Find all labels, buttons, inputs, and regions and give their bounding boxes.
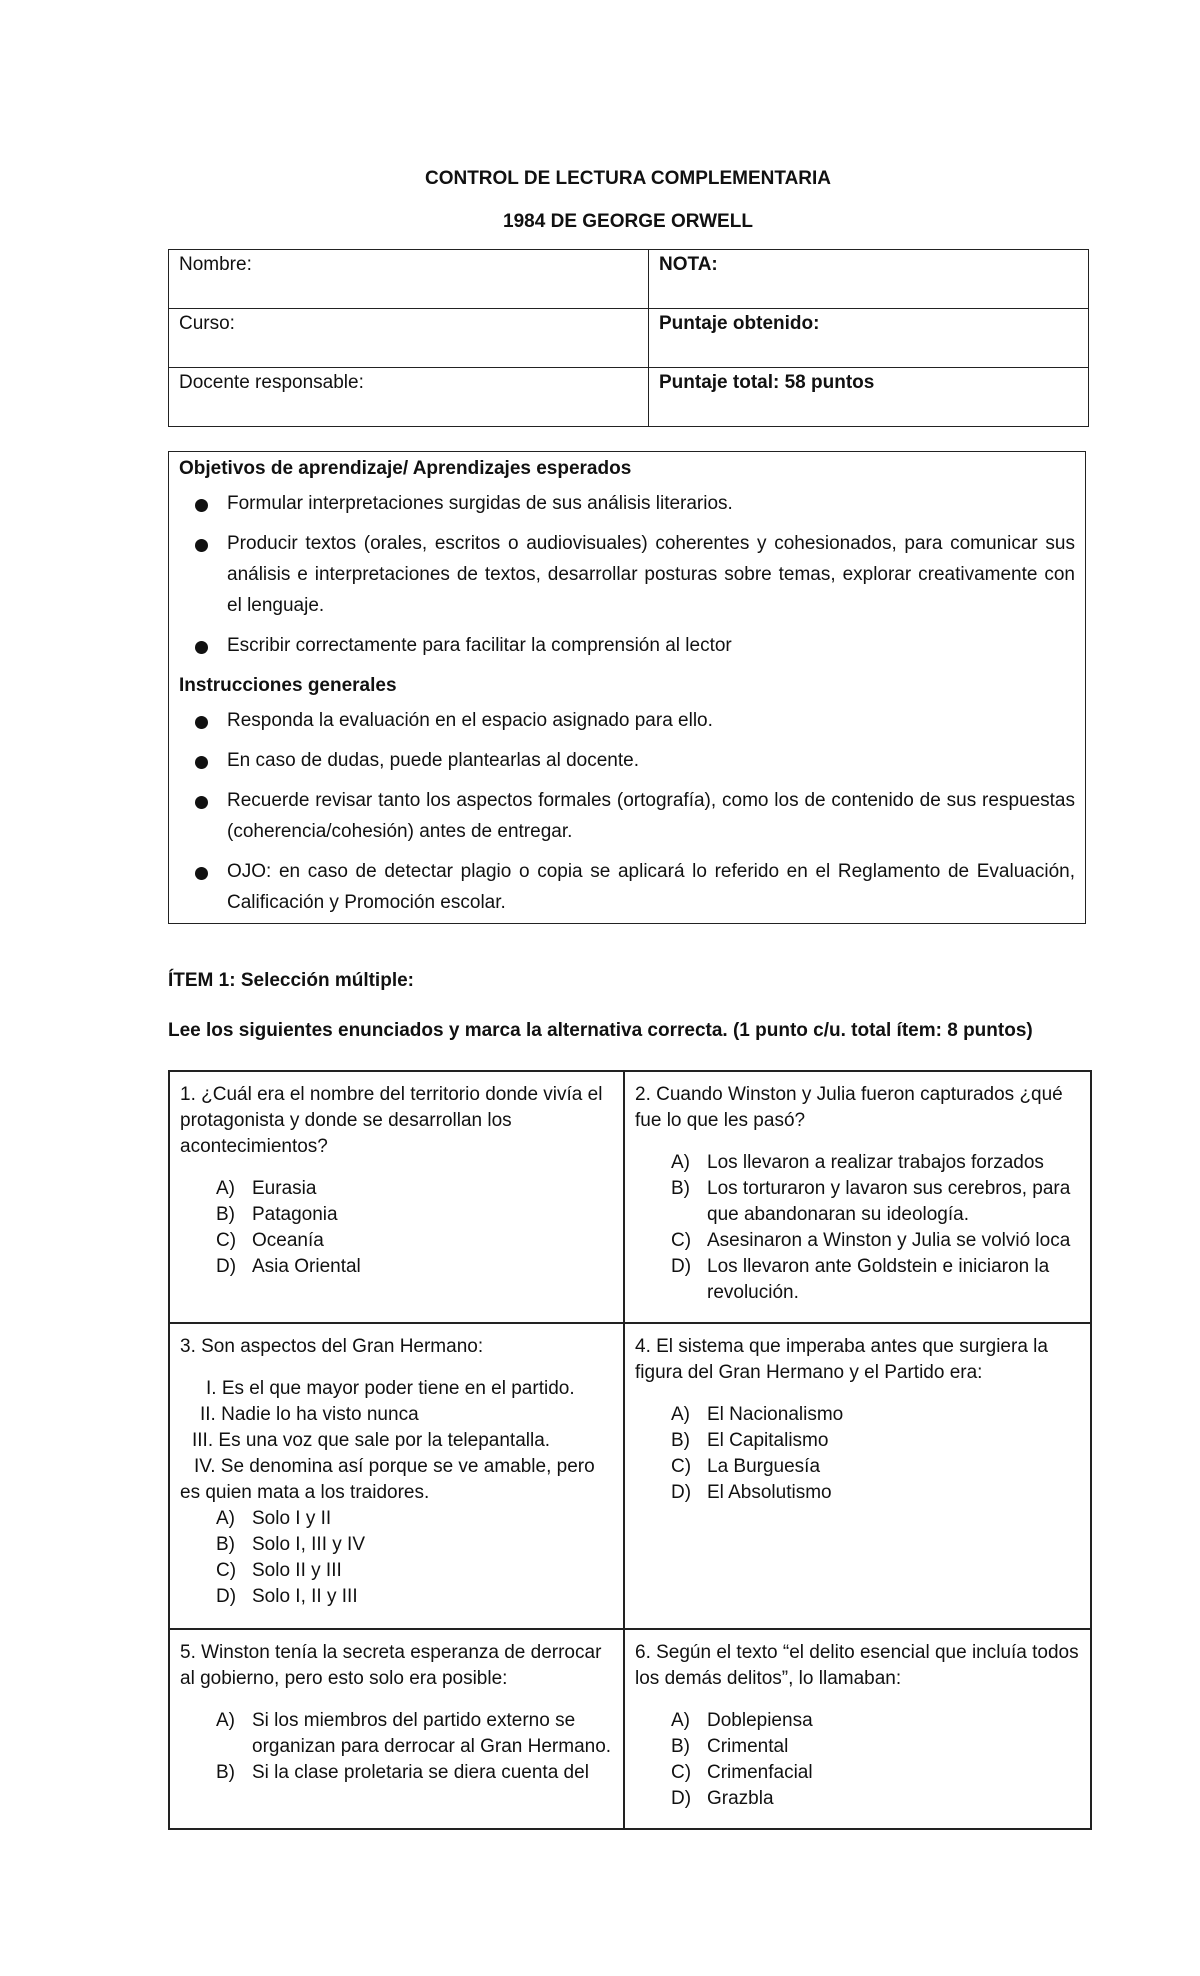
table-row bbox=[169, 1323, 1091, 1629]
statement-item: II. Nadie lo ha visto nunca bbox=[200, 1404, 419, 1425]
list-item: Recuerde revisar tanto los aspectos formales (ortografía), como los de contenido de sus respuestas (coherencia/cohesión) antes de entregar. bbox=[179, 785, 1075, 847]
item1-instruction: Lee los siguientes enunciados y marca la alternativa correcta. (1 punto c/u. total ítem: 8 puntos) bbox=[168, 1020, 1033, 1041]
option-d[interactable]: D) El Absolutismo bbox=[671, 1482, 832, 1503]
question-text: 6. Según el texto “el delito esencial que incluía todos los demás delitos”, lo llamaban: bbox=[635, 1642, 1079, 1689]
option-c[interactable]: C) Asesinaron a Winston y Julia se volvió loca bbox=[671, 1230, 1071, 1251]
option-a[interactable]: A) Si los miembros del partido externo se organizan para derrocar al Gran Hermano. bbox=[216, 1710, 612, 1757]
question-text: 4. El sistema que imperaba antes que surgiera la figura del Gran Hermano y el Partido era: bbox=[635, 1336, 1048, 1383]
option-b[interactable]: B) Si la clase proletaria se diera cuenta del bbox=[216, 1762, 589, 1783]
option-b[interactable]: B) Crimental bbox=[671, 1736, 789, 1757]
question-4 bbox=[624, 1323, 1091, 1629]
bullet-icon bbox=[195, 796, 208, 809]
table-row bbox=[169, 1629, 1091, 1829]
bullet-icon bbox=[195, 867, 208, 880]
option-a[interactable]: A) Solo I y II bbox=[216, 1508, 332, 1529]
document-title: CONTROL DE LECTURA COMPLEMENTARIA bbox=[424, 168, 832, 189]
options-list bbox=[635, 1402, 1080, 1506]
statement-item: I. Es el que mayor poder tiene en el partido. bbox=[206, 1378, 575, 1399]
table-row bbox=[169, 1071, 1091, 1323]
list-item: OJO: en caso de detectar plagio o copia se aplicará lo referido en el Reglamento de Evaluación, Calificación y Promoción escolar. bbox=[179, 856, 1075, 918]
option-b[interactable]: B) Solo I, III y IV bbox=[216, 1534, 365, 1555]
question-text: 3. Son aspectos del Gran Hermano: bbox=[180, 1336, 484, 1357]
option-b[interactable]: B) El Capitalismo bbox=[671, 1430, 829, 1451]
list-item: En caso de dudas, puede plantearlas al docente. bbox=[179, 745, 1075, 776]
option-c[interactable]: C) Crimenfacial bbox=[671, 1762, 813, 1783]
student-info-table bbox=[168, 249, 1089, 427]
option-a[interactable]: A) Doblepiensa bbox=[671, 1710, 813, 1731]
questions-table bbox=[168, 1070, 1092, 1830]
option-a[interactable]: A) Los llevaron a realizar trabajos forzados bbox=[671, 1152, 1044, 1173]
options-list bbox=[635, 1708, 1080, 1812]
table-row bbox=[169, 250, 1089, 309]
option-d[interactable]: D) Asia Oriental bbox=[216, 1256, 361, 1277]
options-list bbox=[180, 1708, 613, 1786]
question-text: 1. ¿Cuál era el nombre del territorio donde vivía el protagonista y donde se desarrollan los acontecimientos? bbox=[180, 1084, 603, 1157]
question-3 bbox=[169, 1323, 624, 1629]
option-c[interactable]: C) Oceanía bbox=[216, 1230, 324, 1251]
objectives-list bbox=[179, 488, 1075, 661]
option-c[interactable]: C) Solo II y III bbox=[216, 1560, 342, 1581]
options-list bbox=[635, 1150, 1080, 1306]
question-2 bbox=[624, 1071, 1091, 1323]
question-text: 5. Winston tenía la secreta esperanza de derrocar al gobierno, pero esto solo era posible: bbox=[180, 1642, 602, 1689]
option-a[interactable]: A) Eurasia bbox=[216, 1178, 317, 1199]
option-a[interactable]: A) El Nacionalismo bbox=[671, 1404, 844, 1425]
document-subtitle: 1984 DE GEORGE ORWELL bbox=[503, 211, 753, 232]
bullet-icon bbox=[195, 716, 208, 729]
instructions-heading: Instrucciones generales bbox=[179, 675, 397, 696]
statements-list bbox=[180, 1376, 613, 1506]
grade-field[interactable]: NOTA: bbox=[649, 250, 1089, 309]
question-6 bbox=[624, 1629, 1091, 1829]
instructions-list bbox=[179, 705, 1075, 918]
objectives-instructions-box bbox=[168, 451, 1086, 924]
list-item: Formular interpretaciones surgidas de sus análisis literarios. bbox=[179, 488, 1075, 519]
list-item: Responda la evaluación en el espacio asignado para ello. bbox=[179, 705, 1075, 736]
option-d[interactable]: D) Grazbla bbox=[671, 1788, 774, 1809]
total-score-field: Puntaje total: 58 puntos bbox=[649, 368, 1089, 427]
table-row bbox=[169, 309, 1089, 368]
options-list bbox=[180, 1506, 613, 1610]
options-list bbox=[180, 1176, 613, 1280]
statement-item: III. Es una voz que sale por la telepantalla. bbox=[192, 1430, 551, 1451]
bullet-icon bbox=[195, 641, 208, 654]
bullet-icon bbox=[195, 499, 208, 512]
option-d[interactable]: D) Solo I, II y III bbox=[216, 1586, 358, 1607]
score-obtained-field[interactable]: Puntaje obtenido: bbox=[649, 309, 1089, 368]
question-5 bbox=[169, 1629, 624, 1829]
teacher-field[interactable]: Docente responsable: bbox=[169, 368, 649, 427]
name-field[interactable]: Nombre: bbox=[169, 250, 649, 309]
question-text: 2. Cuando Winston y Julia fueron capturados ¿qué fue lo que les pasó? bbox=[635, 1084, 1063, 1131]
table-row bbox=[169, 368, 1089, 427]
objectives-heading: Objetivos de aprendizaje/ Aprendizajes esperados bbox=[179, 458, 632, 479]
option-b[interactable]: B) Patagonia bbox=[216, 1204, 338, 1225]
item1-title: ÍTEM 1: Selección múltiple: bbox=[168, 970, 414, 991]
bullet-icon bbox=[195, 539, 208, 552]
bullet-icon bbox=[195, 756, 208, 769]
list-item: Producir textos (orales, escritos o audiovisuales) coherentes y cohesionados, para comunicar sus análisis e interpretaciones de textos, desarrollar posturas sobre temas, explorar creativamente con el lenguaje. bbox=[179, 528, 1075, 621]
course-field[interactable]: Curso: bbox=[169, 309, 649, 368]
question-1 bbox=[169, 1071, 624, 1323]
option-d[interactable]: D) Los llevaron ante Goldstein e iniciaron la revolución. bbox=[671, 1256, 1050, 1303]
statement-item: IV. Se denomina así porque se ve amable, pero es quien mata a los traidores. bbox=[180, 1456, 595, 1503]
list-item: Escribir correctamente para facilitar la comprensión al lector bbox=[179, 630, 1075, 661]
option-c[interactable]: C) La Burguesía bbox=[671, 1456, 821, 1477]
option-b[interactable]: B) Los torturaron y lavaron sus cerebros, para que abandonaran su ideología. bbox=[671, 1178, 1071, 1225]
